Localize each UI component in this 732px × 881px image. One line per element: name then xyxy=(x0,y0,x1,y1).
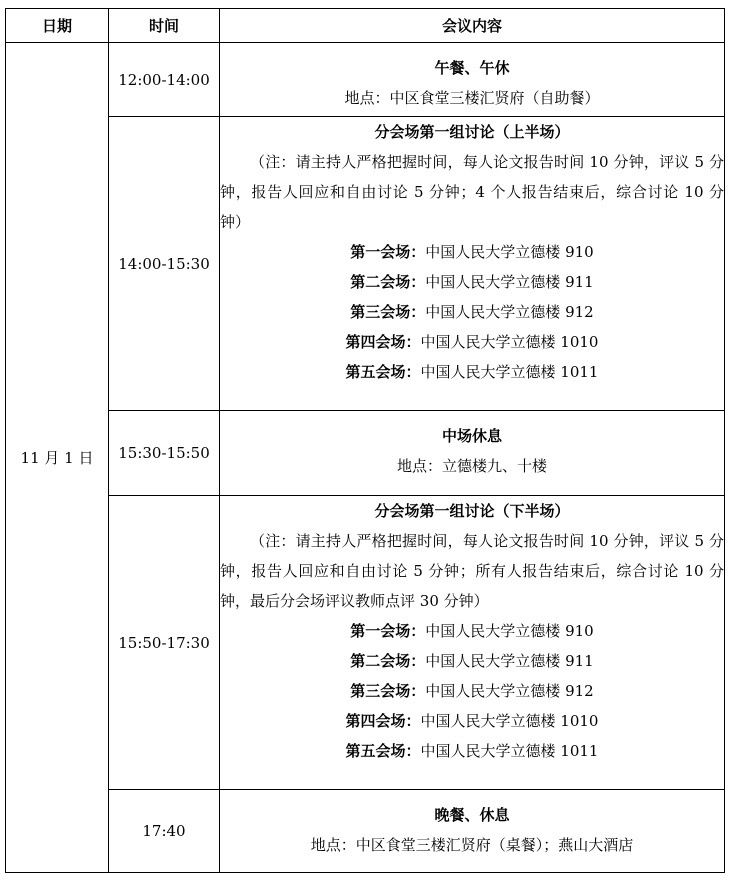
content-cell xyxy=(220,43,725,117)
session-location: 地点：立德楼九、十楼 xyxy=(396,457,547,475)
room-place: 中国人民大学立德楼 911 xyxy=(425,273,594,291)
table-row xyxy=(6,117,725,411)
room-line xyxy=(220,267,724,297)
session-title: 分会场第一组讨论（下半场） xyxy=(374,502,570,520)
room-line xyxy=(220,297,724,327)
room-label: 第一会场： xyxy=(350,243,426,261)
room-place: 中国人民大学立德楼 1011 xyxy=(420,742,599,760)
room-label: 第四会场： xyxy=(345,333,421,351)
session-note-text: （注：请主持人严格把握时间，每人论文报告时间 10 分钟，评议 5 分钟，报告人回应和自由讨论 5 分钟；所有人报告结束后，综合讨论 10 分钟，最后分会场评议教师点评 30 分钟） xyxy=(220,532,724,610)
room-line xyxy=(220,616,724,646)
room-line xyxy=(220,646,724,676)
room-label: 第一会场： xyxy=(350,622,426,640)
header-content: 会议内容 xyxy=(220,9,725,43)
time-cell: 17:40 xyxy=(109,790,220,873)
session-title: 晚餐、休息 xyxy=(434,806,510,824)
session-title: 中场休息 xyxy=(441,427,502,445)
room-label: 第五会场： xyxy=(345,742,421,760)
table-row xyxy=(6,43,725,117)
content-cell xyxy=(220,790,725,873)
room-label: 第三会场： xyxy=(350,682,426,700)
content-cell xyxy=(220,117,725,411)
room-line xyxy=(220,327,724,357)
room-label: 第二会场： xyxy=(350,652,426,670)
table-row xyxy=(6,496,725,790)
content-cell xyxy=(220,411,725,496)
time-cell: 12:00-14:00 xyxy=(109,43,220,117)
room-line xyxy=(220,237,724,267)
time-cell: 15:30-15:50 xyxy=(109,411,220,496)
room-place: 中国人民大学立德楼 910 xyxy=(425,243,594,261)
table-row xyxy=(6,411,725,496)
session-title: 分会场第一组讨论（上半场） xyxy=(374,123,570,141)
content-cell xyxy=(220,496,725,790)
header-row xyxy=(6,9,725,43)
table-row xyxy=(6,790,725,873)
header-date: 日期 xyxy=(6,9,109,43)
room-line xyxy=(220,676,724,706)
schedule-table xyxy=(5,8,725,873)
room-place: 中国人民大学立德楼 1010 xyxy=(420,333,599,351)
room-place: 中国人民大学立德楼 1010 xyxy=(420,712,599,730)
session-note xyxy=(220,526,724,616)
session-note xyxy=(220,147,724,237)
room-label: 第五会场： xyxy=(345,363,421,381)
session-title: 午餐、午休 xyxy=(434,59,510,77)
room-place: 中国人民大学立德楼 912 xyxy=(425,303,594,321)
session-note-text: （注：请主持人严格把握时间，每人论文报告时间 10 分钟，评议 5 分钟，报告人回应和自由讨论 5 分钟；4 个人报告结束后，综合讨论 10 分钟） xyxy=(220,153,724,231)
room-place: 中国人民大学立德楼 911 xyxy=(425,652,594,670)
room-line xyxy=(220,357,724,387)
room-place: 中国人民大学立德楼 1011 xyxy=(420,363,599,381)
room-label: 第二会场： xyxy=(350,273,426,291)
room-place: 中国人民大学立德楼 910 xyxy=(425,622,594,640)
room-place: 中国人民大学立德楼 912 xyxy=(425,682,594,700)
room-label: 第三会场： xyxy=(350,303,426,321)
session-location: 地点：中区食堂三楼汇贤府（自助餐） xyxy=(344,89,600,107)
time-cell: 14:00-15:30 xyxy=(109,117,220,411)
room-line xyxy=(220,706,724,736)
header-time: 时间 xyxy=(109,9,220,43)
room-line xyxy=(220,736,724,766)
room-label: 第四会场： xyxy=(345,712,421,730)
date-cell: 11 月 1 日 xyxy=(6,43,109,873)
session-location: 地点：中区食堂三楼汇贤府（桌餐）；燕山大酒店 xyxy=(310,836,634,854)
time-cell: 15:50-17:30 xyxy=(109,496,220,790)
